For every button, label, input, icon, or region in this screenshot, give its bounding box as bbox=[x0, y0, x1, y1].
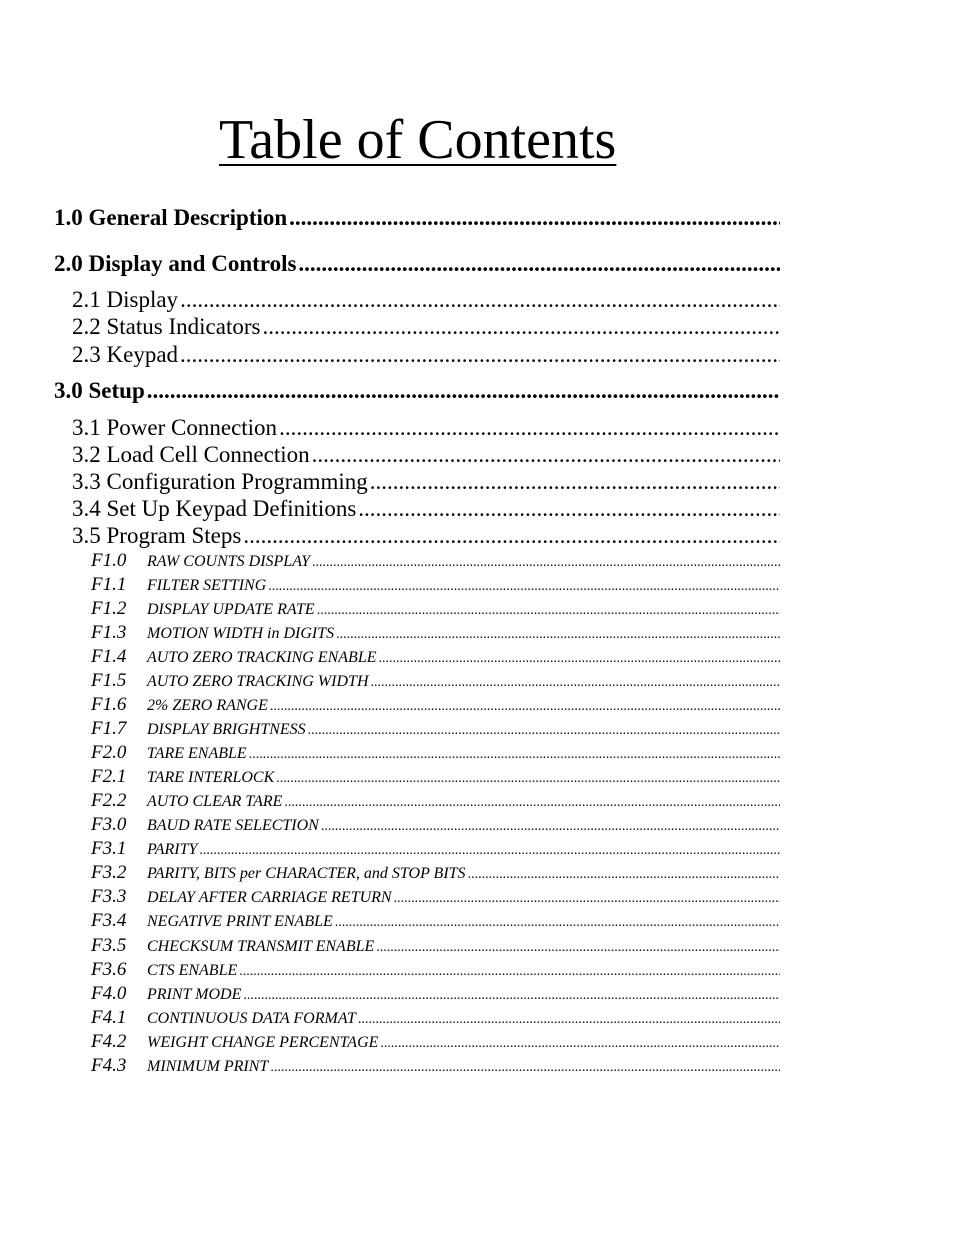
dot-leader bbox=[358, 1009, 780, 1029]
step-code: F1.0 bbox=[91, 550, 127, 571]
dot-leader bbox=[249, 744, 780, 764]
step-code: F4.1 bbox=[91, 1007, 127, 1028]
toc-entry-f4-3[interactable] bbox=[91, 1055, 780, 1077]
toc-entry-label: BAUD RATE SELECTION bbox=[147, 817, 319, 834]
step-code: F3.3 bbox=[91, 886, 127, 907]
toc-entry-f3-3[interactable] bbox=[91, 886, 780, 908]
dot-leader bbox=[394, 888, 780, 908]
toc-entry-1-0[interactable] bbox=[54, 203, 780, 233]
dot-leader bbox=[335, 912, 780, 932]
toc-entry-label: AUTO ZERO TRACKING WIDTH bbox=[147, 673, 369, 690]
dot-leader bbox=[371, 672, 781, 692]
dot-leader bbox=[270, 1057, 780, 1077]
toc-entry-f1-6[interactable] bbox=[91, 694, 780, 716]
dot-leader bbox=[147, 376, 780, 406]
toc-entry-f1-0[interactable] bbox=[91, 550, 780, 572]
toc-entry-label: 3.1 Power Connection bbox=[72, 415, 278, 440]
toc-entry-label: 1.0 General Description bbox=[54, 205, 288, 230]
dot-leader bbox=[279, 414, 780, 442]
toc-entry-f4-0[interactable] bbox=[91, 983, 780, 1005]
dot-leader bbox=[380, 1033, 780, 1053]
toc-entry-f3-5[interactable] bbox=[91, 935, 780, 957]
toc-entry-label: PRINT MODE bbox=[147, 986, 242, 1003]
toc-entry-label: MOTION WIDTH in DIGITS bbox=[147, 625, 335, 642]
dot-leader bbox=[270, 696, 780, 716]
dot-leader bbox=[180, 286, 780, 314]
toc-entry-3-4[interactable] bbox=[72, 495, 780, 523]
toc-entry-2-1[interactable] bbox=[72, 286, 780, 314]
dot-leader bbox=[370, 468, 780, 496]
toc-entry-2-2[interactable] bbox=[72, 313, 780, 341]
toc-entry-3-5[interactable] bbox=[72, 522, 780, 550]
toc-entry-f2-0[interactable] bbox=[91, 742, 780, 764]
toc-entry-3-2[interactable] bbox=[72, 441, 780, 469]
toc-entry-f1-1[interactable] bbox=[91, 574, 780, 596]
toc-entry-f3-6[interactable] bbox=[91, 959, 780, 981]
step-code: F4.2 bbox=[91, 1031, 127, 1052]
step-code: F3.2 bbox=[91, 862, 127, 883]
dot-leader bbox=[379, 648, 781, 668]
toc-entry-label: 2.0 Display and Controls bbox=[54, 251, 297, 276]
toc-entry-f1-5[interactable] bbox=[91, 670, 780, 692]
dot-leader bbox=[376, 937, 780, 957]
toc-entry-label: CTS ENABLE bbox=[147, 962, 238, 979]
toc-entry-2-0[interactable] bbox=[54, 249, 780, 279]
step-code: F1.3 bbox=[91, 622, 127, 643]
dot-leader bbox=[312, 552, 780, 572]
toc-entry-3-0[interactable] bbox=[54, 376, 780, 406]
dot-leader bbox=[243, 522, 780, 550]
dot-leader bbox=[468, 864, 780, 884]
toc-entry-label: TARE ENABLE bbox=[147, 745, 247, 762]
dot-leader bbox=[276, 768, 780, 788]
toc-entry-f1-3[interactable] bbox=[91, 622, 780, 644]
toc-entry-label: DELAY AFTER CARRIAGE RETURN bbox=[147, 889, 392, 906]
step-code: F3.1 bbox=[91, 838, 127, 859]
dot-leader bbox=[336, 624, 780, 644]
toc-entry-f1-4[interactable] bbox=[91, 646, 780, 668]
step-code: F1.6 bbox=[91, 694, 127, 715]
toc-entry-label: AUTO ZERO TRACKING ENABLE bbox=[147, 649, 377, 666]
step-code: F1.1 bbox=[91, 574, 127, 595]
toc-entry-label: 3.0 Setup bbox=[54, 378, 145, 403]
step-code: F1.5 bbox=[91, 670, 127, 691]
toc-entry-f3-2[interactable] bbox=[91, 862, 780, 884]
dot-leader bbox=[308, 720, 780, 740]
dot-leader bbox=[358, 495, 780, 523]
step-code: F1.2 bbox=[91, 598, 127, 619]
page-title: Table of Contents bbox=[219, 109, 617, 171]
toc-entry-label: WEIGHT CHANGE PERCENTAGE bbox=[147, 1034, 379, 1051]
toc-entry-label: DISPLAY UPDATE RATE bbox=[147, 601, 315, 618]
toc-entry-f2-1[interactable] bbox=[91, 766, 780, 788]
step-code: F1.4 bbox=[91, 646, 127, 667]
toc-entry-label: PARITY bbox=[147, 841, 198, 858]
step-code: F2.2 bbox=[91, 790, 127, 811]
toc-entry-label: CONTINUOUS DATA FORMAT bbox=[147, 1010, 356, 1027]
toc-entry-label: 3.3 Configuration Programming bbox=[72, 469, 368, 494]
toc-entry-f4-2[interactable] bbox=[91, 1031, 780, 1053]
toc-entry-f4-1[interactable] bbox=[91, 1007, 780, 1029]
toc-entry-f3-4[interactable] bbox=[91, 910, 780, 932]
toc-entry-label: 2.2 Status Indicators bbox=[72, 314, 261, 339]
toc-entry-2-3[interactable] bbox=[72, 341, 780, 369]
step-code: F2.0 bbox=[91, 742, 127, 763]
dot-leader bbox=[289, 203, 780, 233]
dot-leader bbox=[268, 576, 780, 596]
toc-entry-label: 2.1 Display bbox=[72, 287, 179, 312]
toc-entry-label: FILTER SETTING bbox=[147, 577, 267, 594]
step-code: F4.3 bbox=[91, 1055, 127, 1076]
step-code: F3.5 bbox=[91, 935, 127, 956]
toc-entry-3-3[interactable] bbox=[72, 468, 780, 496]
toc-entry-label: RAW COUNTS DISPLAY bbox=[147, 553, 310, 570]
toc-entry-label: TARE INTERLOCK bbox=[147, 769, 275, 786]
toc-entry-label: DISPLAY BRIGHTNESS bbox=[147, 721, 306, 738]
step-code: F1.7 bbox=[91, 718, 127, 739]
dot-leader bbox=[239, 961, 780, 981]
toc-entry-f1-7[interactable] bbox=[91, 718, 780, 740]
dot-leader bbox=[243, 985, 780, 1005]
dot-leader bbox=[317, 600, 780, 620]
toc-entry-label: 2% ZERO RANGE bbox=[147, 697, 268, 714]
dot-leader bbox=[312, 441, 780, 469]
step-code: F3.6 bbox=[91, 959, 127, 980]
toc-entry-label: 3.2 Load Cell Connection bbox=[72, 442, 310, 467]
toc-entry-3-1[interactable] bbox=[72, 414, 780, 442]
toc-entry-label: 3.4 Set Up Keypad Definitions bbox=[72, 496, 357, 521]
step-code: F3.0 bbox=[91, 814, 127, 835]
dot-leader bbox=[321, 816, 780, 836]
dot-leader bbox=[199, 840, 780, 860]
toc-entry-label: 3.5 Program Steps bbox=[72, 523, 242, 548]
dot-leader bbox=[298, 249, 780, 279]
toc-entry-label: MINIMUM PRINT bbox=[147, 1058, 269, 1075]
dot-leader bbox=[284, 792, 780, 812]
toc-entry-label: CHECKSUM TRANSMIT ENABLE bbox=[147, 938, 375, 955]
toc-entry-label: NEGATIVE PRINT ENABLE bbox=[147, 913, 333, 930]
toc-entry-f1-2[interactable] bbox=[91, 598, 780, 620]
dot-leader bbox=[180, 341, 780, 369]
toc-entry-f3-1[interactable] bbox=[91, 838, 780, 860]
toc-entry-label: AUTO CLEAR TARE bbox=[147, 793, 283, 810]
toc-entry-label: 2.3 Keypad bbox=[72, 342, 179, 367]
step-code: F3.4 bbox=[91, 910, 127, 931]
toc-entry-f2-2[interactable] bbox=[91, 790, 780, 812]
toc-entry-label: PARITY, BITS per CHARACTER, and STOP BITS bbox=[147, 865, 466, 882]
dot-leader bbox=[262, 313, 780, 341]
toc-entry-f3-0[interactable] bbox=[91, 814, 780, 836]
step-code: F2.1 bbox=[91, 766, 127, 787]
step-code: F4.0 bbox=[91, 983, 127, 1004]
